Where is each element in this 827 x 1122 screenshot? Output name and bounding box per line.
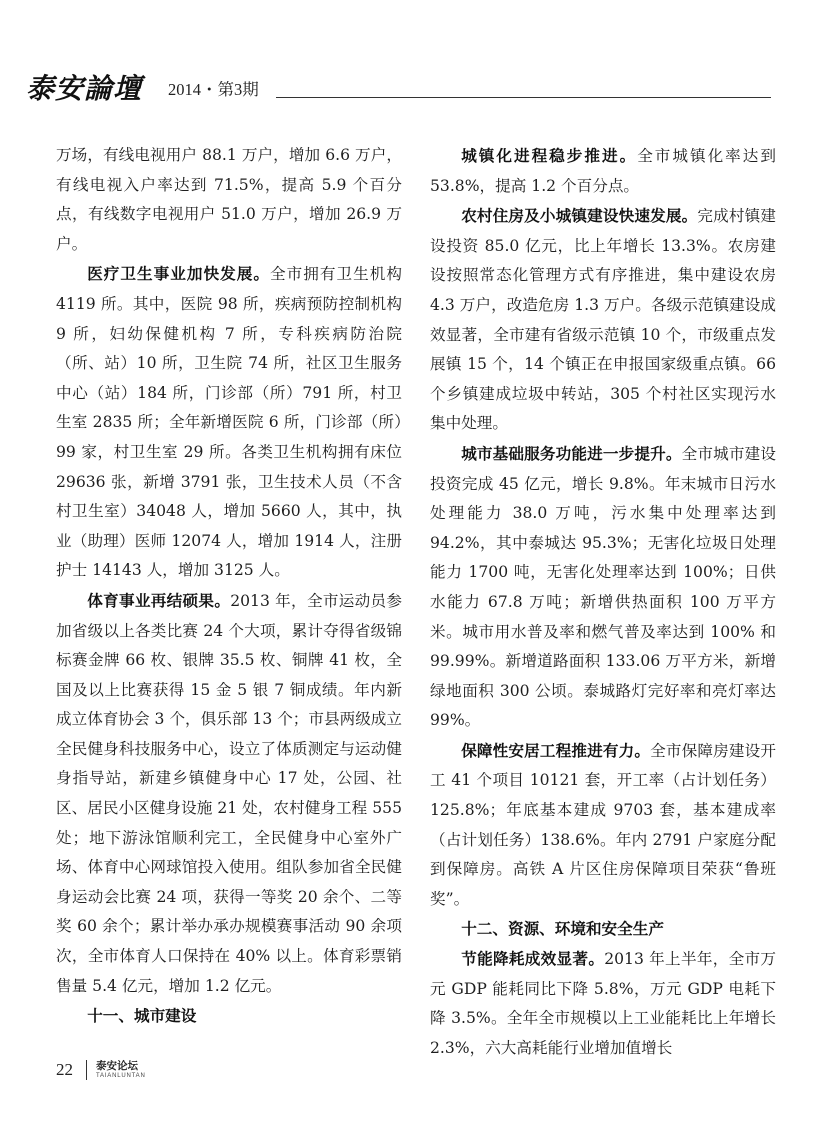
footer-divider [86,1060,87,1080]
paragraph-lead: 保障性安居工程推进有力。 [461,740,651,760]
paragraph-text: 全市保障房建设开工 41 个项目 10121 套，开工率（占计划任务）125.8%；年底基本建成 9703 套，基本建成率（占计划任务）138.6%。年内 2791 户家庭分配到保障房。高铁 A 片区住房保障项目荣获“鲁班奖”。 [430,741,776,908]
footer-magazine-pinyin: TAIANLUNTAN [96,1073,146,1079]
paragraph-text: 2013 年，全市运动员参加省级以上各类比赛 24 个大项，累计夺得省级锦标赛金牌 66 枚、银牌 35.5 枚、铜牌 41 枚，全国及以上比赛获得 15 金 5 银 7 铜成绩。年内新成立体育协会 3 个，俱乐部 13 个；市县两级成立全民健身科技服务中心，设立了体质测定与运动健身指导站，新建乡镇健身中心 17 处，公园、社区、居民小区健身设施 21 处，农村健身工程 555 处；地下游泳馆顺利完工，全民健身中心室外广场、体育中心网球馆投入使用。组队参加省全民健身运动会比赛 24 项，获得一等奖 20 余个、二等奖 60 余个；累计举办承办规模赛事活动 90 余项次，全市体育人口保持在 40% 以上。体育彩票销售量 5.4 亿元，增加 1.2 亿元。 [56,591,402,995]
paragraph-text: 万场，有线电视用户 88.1 万户，增加 6.6 万户，有线电视入户率达到 71.5%，提高 5.9 个百分点，有线数字电视用户 51.0 万户，增加 26.9 万户。 [56,146,402,253]
paragraph-lead: 城市基础服务功能进一步提升。 [461,443,682,463]
page-number: 22 [56,1060,73,1079]
paragraph-text: 2013 年上半年，全市万元 GDP 能耗同比下降 5.8%，万元 GDP 电耗下降 3.5%。全年全市规模以上工业能耗比上年增长 2.3%，六大高耗能行业增加值增长 [430,950,776,1057]
paragraph [56,141,402,259]
page-header [26,74,771,104]
paragraph [430,736,776,915]
paragraph-lead: 城镇化进程稳步推进。 [461,146,638,165]
paragraph-text: 全市拥有卫生机构 4119 所。其中，医院 98 所，疾病预防控制机构 9 所，妇幼保健机构 7 所，专科疾病防治院（所、站）10 所，卫生院 74 所，社区卫生服务中心（站）184 所，门诊部（所）791 所，村卫生室 2835 所；全年新增医院 6 所，门诊部（所）99 家，村卫生室 29 所。各类卫生机构拥有床位 29636 张，新增 3791 张，卫生技术人员（不含村卫生室）34048 人，增加 5660 人，其中，执业（助理）医师 12074 人，增加 1914 人，注册护士 14143 人，增加 3125 人。 [56,265,402,580]
paragraph-lead: 医疗卫生事业加快发展。 [87,264,271,284]
paragraph-lead: 农村住房及小城镇建设快速发展。 [461,206,698,226]
footer-magazine-name: 泰安论坛 [96,1060,138,1072]
paragraph [430,944,776,1063]
magazine-logo: 泰安論壇 [26,72,143,105]
right-column [430,141,776,1063]
header-rule [276,97,771,98]
paragraph [430,201,776,439]
paragraph-lead: 体育事业再结硕果。 [87,590,231,610]
paragraph [56,586,402,1001]
issue-label: 2014・第3期 [168,80,259,99]
paragraph [430,141,776,201]
section-heading: 十一、城市建设 [87,1006,197,1026]
paragraph-text: 全市城镇化率达到 53.8%，提高 1.2 个百分点。 [430,147,776,195]
paragraph [430,439,776,736]
section-heading: 十二、资源、环境和安全生产 [461,919,664,939]
paragraph-lead: 节能降耗成效显著。 [461,949,605,969]
paragraph-text: 完成村镇建设投资 85.0 亿元，比上年增长 13.3%。农房建设按照常态化管理方式有序推进，集中建设农房 4.3 万户，改造危房 1.3 万户。各级示范镇建设成效显著，全市建有省级示范镇 10 个，市级重点发展镇 15 个，14 个镇正在申报国家级重点镇。66 个乡镇建成垃圾中转站，305 个村社区实现污水集中处理。 [430,207,776,433]
paragraph [56,259,402,586]
left-column [56,141,402,1031]
paragraph-text: 全市城市建设投资完成 45 亿元，增长 9.8%。年末城市日污水处理能力 38.0 万吨，污水集中处理率达到 94.2%，其中泰城达 95.3%；无害化垃圾日处理能力 1700 吨，无害化处理率达到 100%；日供水能力 67.8 万吨；新增供热面积 100 万平方米。城市用水普及率和燃气普及率达到 100% 和 99.99%。新增道路面积 133.06 万平方米，新增绿地面积 300 公顷。泰城路灯完好率和亮灯率达 99%。 [430,444,776,730]
